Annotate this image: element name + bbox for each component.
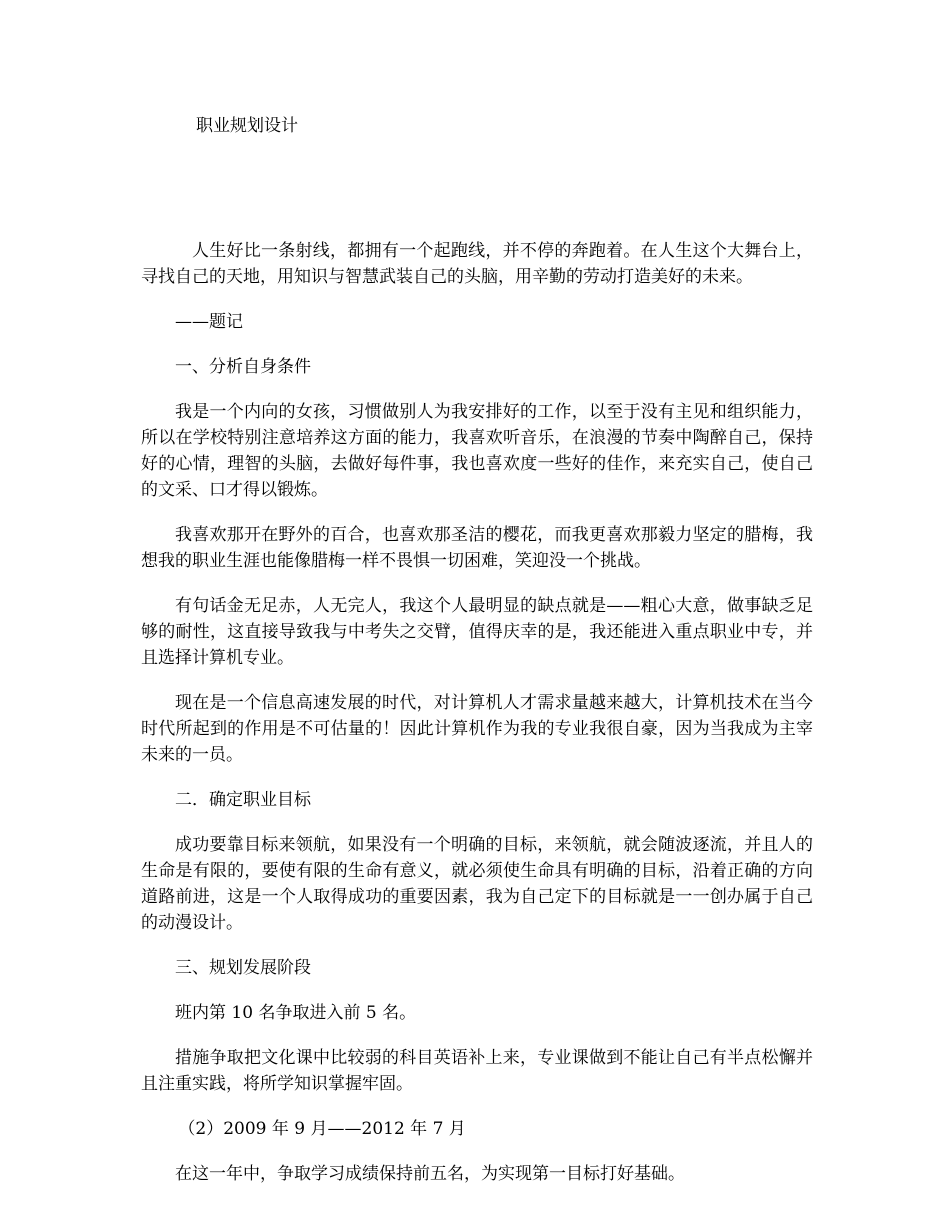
paragraph-personality: 我是一个内向的女孩，习惯做别人为我安排好的工作，以至于没有主见和组织能力，所以在学校特别注意培养这方面的能力，我喜欢听音乐，在浪漫的节奏中陶醉自己，保持好的心情，理智的头脑，去做好每件事，我也喜欢度一些好的佳作，来充实自己，使自己的文采、口才得以锻炼。 [141,402,813,500]
section-heading-career-goal: 二．确定职业目标 [175,790,311,810]
paragraph-class-rank: 班内第 10 名争取进入前 5 名。 [175,1003,417,1023]
paragraph-flowers: 我喜欢那开在野外的百合，也喜欢那圣洁的樱花，而我更喜欢那毅力坚定的腊梅，我想我的职业生涯也能像腊梅一样不畏惧一切困难，笑迎没一个挑战。 [141,525,813,571]
section-heading-self-analysis: 一、分析自身条件 [175,357,311,377]
epigraph-paragraph: 人生好比一条射线，都拥有一个起跑线，并不停的奔跑着。在人生这个大舞台上，寻找自己的天地，用知识与智慧武装自己的头脑，用辛勤的劳动打造美好的未来。 [141,241,813,287]
document-body [141,238,813,1206]
paragraph-computer-era: 现在是一个信息高速发展的时代，对计算机人才需求量越来越大，计算机技术在当今时代所起到的作用是不可估量的！因此计算机作为我的专业我很自豪，因为当我成为主宰未来的一员。 [141,693,813,765]
paragraph-shortcomings: 有句话金无足赤，人无完人，我这个人最明显的缺点就是——粗心大意，做事缺乏足够的耐性，这直接导致我与中考失之交臂，值得庆幸的是，我还能进入重点职业中专，并且选择计算机专业。 [141,596,813,668]
paragraph-stage-2-dates: （2）2009 年 9 月——2012 年 7 月 [178,1119,466,1139]
document-title: 职业规划设计 [196,116,298,136]
paragraph-goal: 成功要靠目标来领航，如果没有一个明确的目标，来领航，就会随波逐流，并且人的生命是有限的，要使有限的生命有意义，就必须使生命具有明确的目标，沿着正确的方向道路前进，这是一个人取得成功的重要因素，我为自己定下的目标就是一一创办属于自己的动漫设计。 [141,835,813,933]
paragraph-measures: 措施争取把文化课中比较弱的科目英语补上来，专业课做到不能让自己有半点松懈并且注重实践，将所学知识掌握牢固。 [141,1048,813,1094]
epigraph-attribution: ——题记 [175,312,243,332]
section-heading-development-stages: 三、规划发展阶段 [175,958,311,978]
paragraph-stage-2-goal: 在这一年中，争取学习成绩保持前五名，为实现第一目标打好基础。 [175,1164,685,1184]
